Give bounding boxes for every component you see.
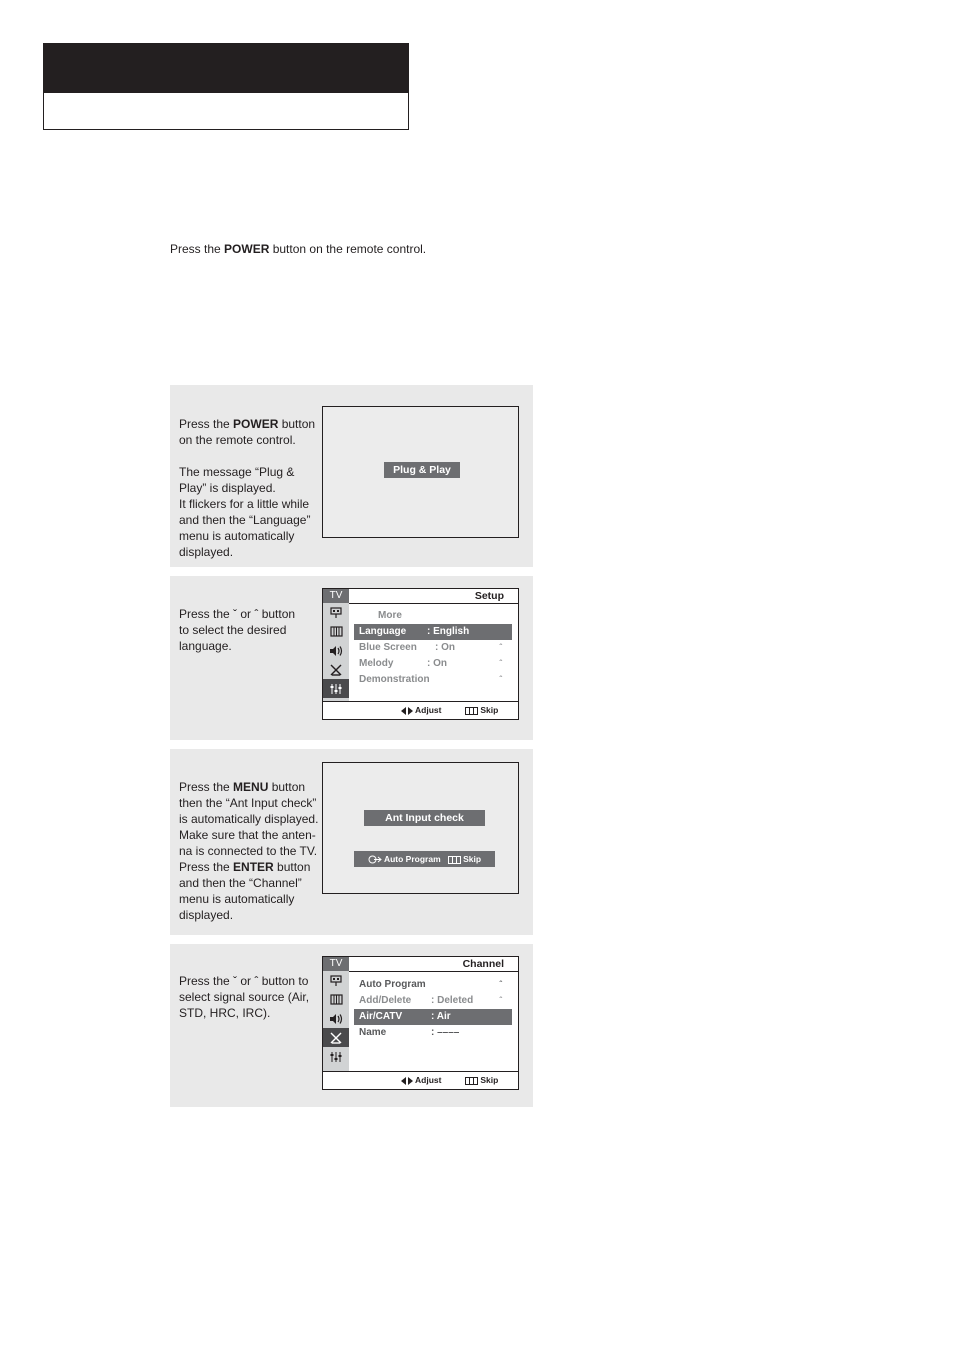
menu-row-name: Name : –––– bbox=[359, 1027, 460, 1038]
text-line: Press the MENU button bbox=[179, 780, 306, 794]
menu-row-more: More bbox=[378, 610, 402, 621]
text-line: Press the ˇ or ˆ button bbox=[179, 607, 296, 621]
text-line: displayed. bbox=[179, 545, 234, 559]
intro-text-bold: POWER bbox=[224, 242, 270, 256]
text-line: It flickers for a little while bbox=[179, 497, 310, 511]
picture-icon bbox=[323, 603, 349, 622]
menu-row-air-catv: Air/CATV : Air bbox=[354, 1009, 512, 1025]
setup-menu-screen bbox=[322, 588, 519, 720]
intro-text-post: button on the remote control. bbox=[269, 242, 427, 256]
step-1-text bbox=[179, 416, 319, 560]
section-header bbox=[43, 43, 409, 130]
step-3-panel bbox=[170, 749, 533, 935]
menu-rows bbox=[354, 977, 512, 1041]
speaker-icon bbox=[323, 1009, 349, 1028]
adjust-hint: Adjust bbox=[401, 705, 442, 715]
menu-title: Setup bbox=[474, 590, 504, 602]
menu-sidebar bbox=[323, 589, 349, 702]
menu-icon bbox=[465, 1077, 478, 1085]
step-2-text bbox=[179, 606, 319, 654]
menu-row-demonstration: Demonstration ˆ bbox=[359, 674, 502, 685]
intro-instruction bbox=[170, 242, 426, 256]
text-line: on the remote control. bbox=[179, 433, 296, 447]
menu-footer bbox=[323, 1071, 518, 1089]
text-gap bbox=[179, 448, 319, 464]
menu-row-blue-screen: Blue Screen : On ˆ bbox=[359, 642, 502, 653]
tv-screen-ant-input bbox=[322, 762, 519, 894]
text-line: menu is automatically bbox=[179, 892, 295, 906]
text-line: Make sure that the anten- bbox=[179, 828, 316, 842]
text-line: and then the “Language” bbox=[179, 513, 311, 527]
film-icon bbox=[323, 622, 349, 641]
text-line: The message “Plug & bbox=[179, 465, 295, 479]
antenna-icon bbox=[323, 660, 349, 679]
menu-rows bbox=[354, 608, 512, 688]
menu-icon bbox=[465, 707, 478, 715]
ant-input-check-banner: Ant Input check bbox=[364, 810, 485, 826]
step-4-panel bbox=[170, 944, 533, 1107]
text-line: Play” is displayed. bbox=[179, 481, 276, 495]
skip-label: Skip bbox=[463, 854, 482, 864]
text-line: displayed. bbox=[179, 908, 234, 922]
setup-icon bbox=[323, 679, 349, 698]
tv-screen-plug-and-play bbox=[322, 406, 519, 538]
menu-row-add-delete: Add/Delete : Deleted ˆ bbox=[359, 995, 502, 1006]
menu-sidebar bbox=[323, 957, 349, 1072]
tv-label: TV bbox=[323, 957, 349, 971]
auto-program-label: Auto Program bbox=[383, 854, 441, 864]
text-line: and then the “Channel” bbox=[179, 876, 302, 890]
step-3-text bbox=[179, 779, 319, 923]
intro-text-pre: Press the bbox=[170, 242, 225, 256]
tv-label: TV bbox=[323, 589, 349, 603]
menu-footer bbox=[323, 701, 518, 719]
left-right-arrows-icon bbox=[401, 1077, 413, 1085]
menu-row-melody: Melody : On ˆ bbox=[359, 658, 502, 669]
step-2-panel bbox=[170, 576, 533, 740]
setup-icon bbox=[323, 1047, 349, 1066]
text-line: Press the POWER button bbox=[179, 417, 316, 431]
text-line: then the “Ant Input check” bbox=[179, 796, 317, 810]
step-4-text bbox=[179, 973, 321, 1021]
enter-icon bbox=[368, 855, 382, 864]
film-icon bbox=[323, 990, 349, 1009]
step-1-panel bbox=[170, 385, 533, 567]
text-line: Press the ENTER button bbox=[179, 860, 311, 874]
text-line: language. bbox=[179, 639, 232, 653]
menu-icon bbox=[448, 856, 461, 864]
picture-icon bbox=[323, 971, 349, 990]
speaker-icon bbox=[323, 641, 349, 660]
menu-row-language: Language : English bbox=[354, 624, 512, 640]
text-line: na is connected to the TV. bbox=[179, 844, 318, 858]
channel-menu-screen bbox=[322, 956, 519, 1090]
text-line: STD, HRC, IRC). bbox=[179, 1006, 271, 1020]
skip-hint: Skip bbox=[465, 705, 498, 715]
text-line: select signal source (Air, bbox=[179, 990, 310, 1004]
adjust-hint: Adjust bbox=[401, 1075, 442, 1085]
text-line: to select the desired bbox=[179, 623, 287, 637]
skip-hint: Skip bbox=[465, 1075, 498, 1085]
plug-and-play-banner: Plug & Play bbox=[384, 462, 460, 478]
text-line: is automatically displayed. bbox=[179, 812, 319, 826]
left-right-arrows-icon bbox=[401, 707, 413, 715]
menu-title: Channel bbox=[462, 958, 504, 970]
header-bar bbox=[44, 44, 408, 93]
auto-program-bar bbox=[354, 851, 495, 867]
menu-row-auto-program: Auto Program ˆ bbox=[359, 979, 502, 990]
text-line: menu is automatically bbox=[179, 529, 295, 543]
text-line: Press the ˇ or ˆ button to bbox=[179, 974, 309, 988]
antenna-icon bbox=[323, 1028, 349, 1047]
